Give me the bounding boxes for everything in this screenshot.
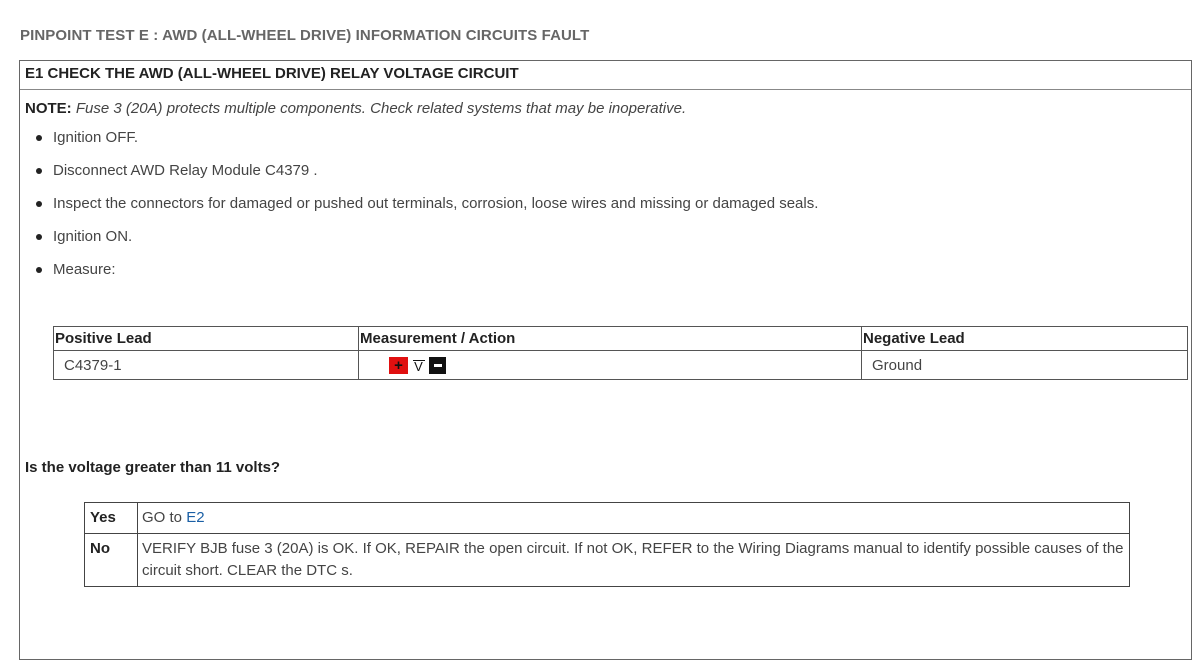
note-label: NOTE: (25, 100, 72, 117)
instruction-list (34, 128, 818, 293)
instruction-item: Measure: (34, 260, 818, 293)
column-header-positive-lead: Positive Lead (54, 327, 359, 351)
answer-key: Yes (85, 503, 138, 534)
answer-action: VERIFY BJB fuse 3 (20A) is OK. If OK, REPAIR the open circuit. If not OK, REFER to the Wiring Diagrams manual to identify possible causes of the circuit short. CLEAR the DTC s. (138, 534, 1130, 587)
measurement-action-cell (359, 351, 862, 380)
positive-lead-cell: C4379-1 (54, 351, 359, 380)
question: Is the voltage greater than 11 volts? (25, 459, 281, 476)
column-header-measurement-action: Measurement / Action (359, 327, 862, 351)
answer-key: No (85, 534, 138, 587)
instruction-item: Ignition OFF. (34, 128, 818, 161)
answer-row-yes (85, 503, 1130, 534)
step-header: E1 CHECK THE AWD (ALL-WHEEL DRIVE) RELAY VOLTAGE CIRCUIT (20, 61, 1191, 90)
answer-action (138, 503, 1130, 534)
note (25, 100, 686, 117)
plus-lead-icon: + (389, 357, 408, 374)
measurement-table (53, 326, 1188, 380)
dc-voltage-icon: V (414, 358, 423, 374)
pinpoint-test-title: PINPOINT TEST E : AWD (ALL-WHEEL DRIVE) INFORMATION CIRCUITS FAULT (20, 27, 590, 44)
go-to-e2-link[interactable]: E2 (186, 509, 205, 526)
instruction-item: Disconnect AWD Relay Module C4379 . (34, 161, 818, 194)
measurement-header-row (54, 327, 1188, 351)
instruction-item: Inspect the connectors for damaged or pushed out terminals, corrosion, loose wires and missing or damaged seals. (34, 194, 818, 227)
measurement-row (54, 351, 1188, 380)
negative-lead-cell: Ground (862, 351, 1188, 380)
step-box (19, 60, 1192, 660)
answer-table (84, 502, 1130, 587)
answer-prefix: GO to (142, 509, 187, 526)
column-header-negative-lead: Negative Lead (862, 327, 1188, 351)
note-text: Fuse 3 (20A) protects multiple components. Check related systems that may be inoperative. (75, 100, 687, 117)
instruction-item: Ignition ON. (34, 227, 818, 260)
voltage-measurement-symbol (389, 357, 446, 374)
minus-lead-icon (429, 357, 446, 374)
answer-row-no (85, 534, 1130, 587)
